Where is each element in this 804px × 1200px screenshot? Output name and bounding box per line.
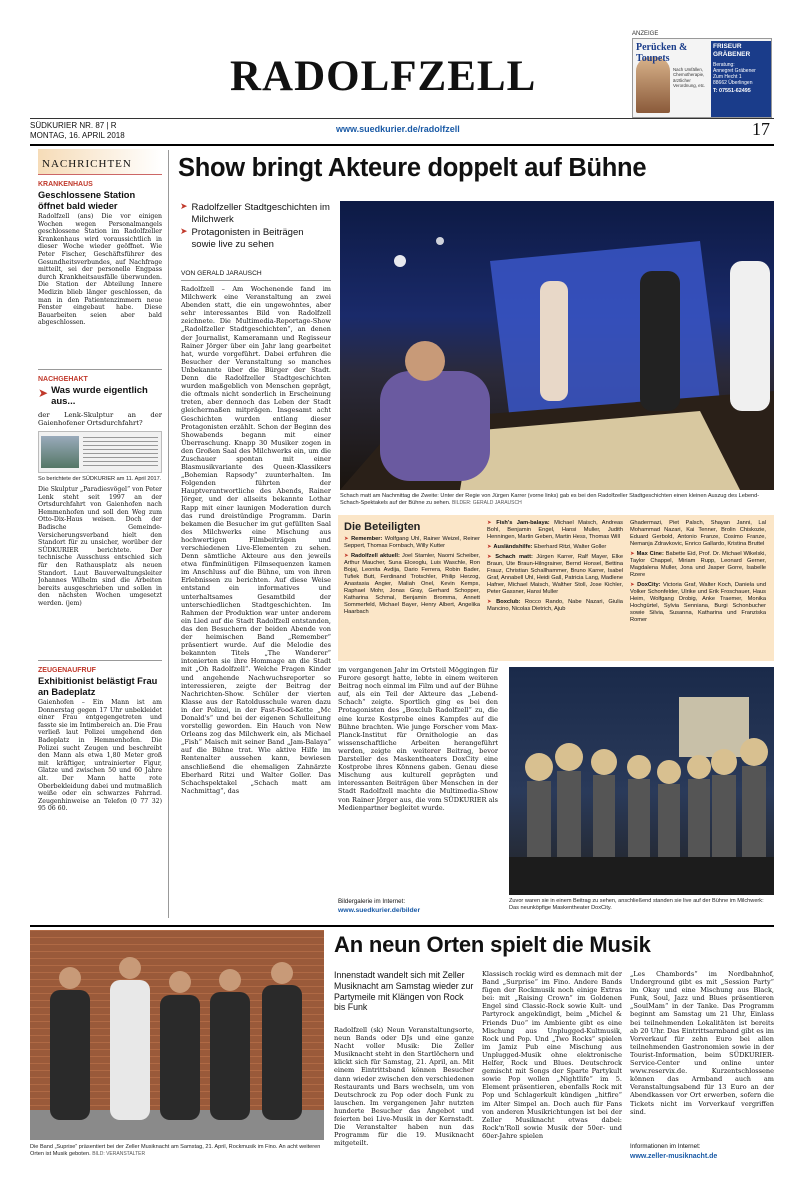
participant-group-names: Babette Eid, Prof. Dr. Michael Wikelski, Taylor Chappel, Miriam Rupp, Leonard Gerner, Magdalena Muller, Jona und Jasper Gorre, Isabelle Rzere [630, 551, 766, 578]
participant-group [630, 520, 766, 548]
news2-clipping [38, 431, 162, 473]
arrow-icon: ➤ [487, 599, 497, 605]
band-members [50, 980, 302, 1120]
participant-group-label: Max Cine: [636, 551, 664, 557]
music-headline[interactable]: An neun Orten spielt die Musik [334, 932, 651, 957]
participant-group-label: DoxCity: [637, 582, 661, 588]
news2-lead: der Lenk-Skulptur an der Gaienhofener Ortsdurchfahrt? [38, 411, 162, 427]
news2-title[interactable]: Was wurde eigentlich aus... [51, 385, 148, 407]
projection-screen [490, 241, 720, 421]
participant-group [487, 544, 623, 551]
caption-text: Die Band „Suprise“ präsentiert bei der Zeller Musiknacht am Samstag, 21. April, Rockmusik im Fino. An acht weiteren Orten ist Musik geboten. [30, 1144, 321, 1157]
separator [38, 369, 162, 370]
lead-photo-masks[interactable] [509, 667, 774, 895]
advertisement[interactable] [632, 38, 772, 118]
stage-light [394, 255, 406, 267]
arrow-icon: ➤ [487, 520, 497, 526]
ad-headline: Perücken & Toupets [636, 42, 688, 64]
music-body-col3: „Les Chambords“ im Nordbahnhof, Underground gibt es mit „Session Party“ im Okay und eine Mischung aus Black, Funk, Soul, Jazz und Blues präsentieren „SoulMam“ in der Tanke. Das Programm beginnt am Samstag um 21 Uhr, Einlass bei teilnehmenden Lokalitäten ist bereits ab 20 Uhr. Das Eintrittsarmband gibt es im Vorverkauf für zehn Euro bei allen teilnehmenden Gastronomien sowie in der Tourist-Information, beim SÜDKURIER-Service-Center und online unter www.reservix.de. Kurzentschlossene können das Armband auch am Veranstaltungsabend für 13 Euro an der Abendkassen vor Ort erwerben, sofern die Tickets nicht im Vorverkauf vergriffen sind. [630, 970, 774, 1116]
box-column [630, 520, 766, 627]
sidebar-header-title: NACHRICHTEN [42, 158, 132, 170]
band-illustration [30, 930, 324, 1140]
participant-group [487, 520, 623, 541]
participant-group-names: Michael Maisch, Andreas Bohl, Benjamin Engel, Hansi Muller, Judith Henningen, Martin Geben, Martin Hess, Thomas Will [487, 520, 623, 540]
column-divider [168, 150, 169, 918]
ad-line: 88662 Überlingen [713, 80, 753, 86]
participant-group-label: Ausländshilfe: [493, 544, 533, 550]
ad-line: Zum Hecht 1 [713, 74, 742, 80]
lead-body-col2: im vergangenen Jahr im Ortsteil Möggingen für Furore gesorgt hatte, lebte in einem weiteren Beitrag noch einmal im Film und auf der Bühne auf, als ein Teil der Akteure das „Lebend-Schach“ zeigte. Sportlich ging es bei den Protagonisten des „Boxclub Radolfzell“ zu, die eine kurze Kostprobe eines Kampfes auf die Bühne brachten. Wie junge Forscher vom Max-Planck-Institut für Ornithologie an das wissenschaftliche Arbeiten herangeführt werden, zeigte ein weiterer Beitrag, bevor Darsteller des Maskentheaters DoxCity eine Kostprobe ihres Könnens gaben. Genau diese Mischung aus kulturell geprägten und interessanten Beiträgen über Menschen in der Stadt Radolfzell machte die Multimedia-Show von Rainer Jörger aus, die vom SÜDKURIER als Medienpartner begleitet wurde. [338, 666, 498, 812]
participant-group-label: Remember: [351, 536, 383, 542]
music-info-label: Informationen im Internet: [630, 1143, 701, 1150]
director-figure [380, 371, 490, 481]
news3-text: Gaienhofen – Ein Mann ist am Donnerstag gegen 17 Uhr unbekleidet einer Frau entgegengetreten und fasste sie im Intimbereich an. Die Frau verließ laut Polizei umgehend den Badeplatz in Hemmenhofen. Die Polizei sucht Zeugen und beschreibt den Mann als etwa 1,80 Meter groß mit kräftiger, untrainierter Figur, Glatze und zwischen 50 und 60 Jahre alt. Der Mann hatte rote Oberbekleidung dabei und mutmaßlich weiße oder ein schwarzes Fahrrad. Zeugenhinweise an Telefon (0 77 32) 95 06 60. [38, 699, 162, 813]
section-rule [30, 925, 774, 927]
lead-photo2-caption: Zuvor waren sie in einem Beitrag zu sehen, anschließend standen sie live auf der Bühne im Milchwerk: Das neunköpfige Maskentheater DoxCity. [509, 898, 764, 911]
news2-title-row [38, 386, 162, 407]
participant-group [344, 536, 480, 550]
news2-text: Die Skulptur „Paradiesvögel“ von Peter Lenk steht seit 1997 an der Ortsdurchfahrt von Gaienhofen nach Hemmenhofen und soll den Weg zum Otto-Dix-Haus weisen. Doch der Badische Gemeinde-Versicherungsverband hielt den Standort für zu unsicher, worüber der SÜDKURIER berichtete. Der technische Ausschuss entschied sich für den Rathausplatz als neuen Standort. Laut Bauverwaltungsleiter Johannes Wilhelm sind die Arbeiten bereits ausgeschrieben und sollen in den nächsten Wochen umgesetzt werden. (jem) [38, 486, 162, 607]
sidebar [38, 149, 162, 919]
news2-kicker: NACHGEHAKT [38, 376, 88, 383]
arrow-icon: ➤ [630, 551, 637, 557]
poster [679, 697, 749, 757]
gallery-label: Bildergalerie im Internet: [338, 898, 406, 905]
participant-group [487, 554, 623, 596]
arrow-icon: ➤ [344, 536, 352, 542]
band-heads [59, 957, 293, 993]
bullet-text: Protagonisten in Beiträgen sowie live zu sehen [191, 227, 304, 250]
participant-group-label: Boxclub: [496, 599, 521, 605]
participant-group [630, 551, 766, 579]
mask-bodies [527, 766, 766, 857]
stage-floor [509, 857, 774, 895]
news3-title[interactable]: Exhibitionist belästigt Frau an Badeplatz [38, 676, 158, 697]
bullet-item [180, 227, 330, 250]
arrow-icon: ➤ [630, 582, 638, 588]
participant-group-names: Rocco Rando, Nabe Nazari, Giulia Mancino, Nicolas Dietrich, Ajub [487, 599, 623, 612]
arrow-icon: ➤ [344, 553, 351, 559]
arrow-icon: ➤ [180, 227, 188, 237]
ad-brand-name: FRISEUR GRÄBENER [713, 43, 751, 58]
news1-text: Radolfzell (ans) Die vor einigen Wochen wegen Personalmangels geschlossene Station im Radolfzeller Krankenhaus wird voraussichtlich in dieser Woche wieder geöffnet. Wie Peter Fischer, Geschäftsführer des Gesundheitsverbundes, auf Nachfrage mitteilt, sei der personelle Engpass durch Krankheitsausfälle überwunden. Die Station der Abteilung Innere Medizin blieb länger geschlossen, da man in den Patientenzimmern neue Fenster eingebaut habe. Diese Bauarbeiten seien aber bald abgeschlossen. [38, 213, 162, 327]
masthead-title: RADOLFZELL [230, 53, 537, 100]
box-title: Die Beteiligten [344, 521, 421, 533]
participant-group-names: Victoria Graf, Walter Koch, Daniela und Volker Schonfelder, Ulrike und Erik Froschauer, Haus Heim, Wolfgang Drobig, Anke Traemer, Monika Hochgürtel, Sylvia Senniana, Burgi Schonbucher sowie Silvia, Susanna, Katharina und Franziska Romer [630, 582, 766, 623]
participant-group-names: Eberhard Ritzi, Walter Goller [534, 544, 607, 550]
lead-body-col1: Radolfzell – Am Wochenende fand im Milchwerk eine Veranstaltung an zwei Abenden statt, die ein ungewohntes, aber sehr interessantes Bild von Radolfzell zeichnete. Die Multimedia-Reportage-Show „Radolfzeller Stadtgeschichten“, an denen der Journalist, Kameramann und Regisseur Rainer Jörger über ein Jahr lang gearbeitet hat, wurde vorgeführt. Dabei erfuhren die Besucher der Veranstaltung so manches Unbekannte über die Bürger der Stadt. Denn die Radolfzeller Stadtgeschichten wurden maßgeblich von Menschen geprägt, die oftmals nicht sonderlich in Erscheinung treten, aber dennoch das Leben der Stadt gleichermaßen mitprägen. Insgesamt acht Geschichten wurden entlang dieser Protagonisten erzählt. Schon der Beginn des Showabends begann mit einer Überraschung. Knapp 30 Musiker zogen in den Großen Saal des Milchwerks ein, um die Zuschauer spontan mit einer Blasmusikvariante des Queen-Klassikers „Bohemian Rapsody“ zuunterhalten. Im Folgenden führten der Hauptverantwortliche des Abends, Rainer Jörger, und der allseits bekannte Lothar Rapp mit einer launigen Moderation durch das rund dreistündige Programm. Darin bekamen die Besucher im gut gefüllten Saal des Milchwerks eine Mischung aus hochwertigen Filmbeiträgen und verschiedenen Live-Elementen zu sehen. Denn sämtliche Akteure aus den jeweils etwa fünfminütigen Filmsequenzen kamen im Anschluss auf die Bühne, um von ihren Erlebnissen zu berichten. Auf diese Weise entstand ein informatives und unterhaltsames Gesamtbild der unterschiedlichen Stadtgeschichten. Im Rahmen der Produktion war unter anderem ein Lied auf die Stadt Radolfzell entstanden, das den Besuchern der beiden Abende von der heimischen Band „Remember“ präsentiert wurde. Auf die Melodie des bekannten Titels „The Wanderer“ intonierten sie ihre Hommage an die Stadt mit „Oh Radolfzell“. Welche Fragen Kinder und angehende Nachwuchsreporter so interessieren, zeigte der Beitrag der Nachrichten-Show. Schüler der vierten Klasse aus der Ratoldusschule waren dazu in der Polizei, in der Fast-Food-Kette „Mc Donald's“ und bei der eigenen Schulleitung vorstellig geworden. Ein Hauch von New Orleans zog das Milchwerk ein, als Michael „Fish“ Maisch mit seiner Band „Jam-Balaya“ auf die Bühne trat. Wie aktive Hilfe im Rentenalter aussehen kann, bewiesen anschließend die ehemaligen Zahnärzte Eberhard Ritzi und Walter Goller. Das Schachspektakel „Schach matt am Nachmittag“, das [181, 285, 331, 795]
participant-group [630, 582, 766, 624]
arrow-icon: ➤ [180, 202, 188, 212]
caption-text: Schach matt am Nachmittag die Zweite: Unter der Regie von Jürgen Karrer (vorne links) gab es bei den Radolfzeller Stadtgeschichten einen kleinen Auszug des Lebend-Schach-Spektakels auf der Bühne zu sehen. [340, 493, 760, 506]
page-number: 17 [752, 119, 770, 139]
participants-box [338, 515, 774, 661]
separator [38, 660, 162, 661]
lead-headline[interactable]: Show bringt Akteure doppelt auf Bühne [178, 154, 647, 182]
box-column [487, 520, 623, 627]
issue-number: SÜDKURIER NR. 87 | R [30, 121, 117, 130]
masks-illustration [509, 667, 774, 895]
participant-group-names: Wolfgang Uhl, Rainer Weizel, Reiner Seppert, Thomas Fornbach, Willy Kutter [344, 536, 480, 549]
byline: VON GERALD JARAUSCH [181, 270, 262, 277]
music-info-link[interactable]: www.zeller-musiknacht.de [630, 1153, 718, 1160]
clipping-lines [83, 437, 158, 467]
gallery-link[interactable]: www.suedkurier.de/bilder [338, 907, 421, 914]
arrow-icon: ➤ [487, 554, 496, 560]
byline-rule [181, 280, 331, 281]
news1-title[interactable]: Geschlossene Station öffnet bald wieder [38, 190, 136, 211]
arrow-icon: ➤ [487, 544, 494, 550]
director-head [405, 341, 445, 381]
news2-clipping-caption: So berichtete der SÜDKURIER am 11. April 2017. [38, 476, 162, 482]
stage-illustration [340, 201, 774, 490]
lead-bullets [180, 202, 330, 250]
participant-group-label: Fish's Jam-balaya: [496, 520, 550, 526]
arrow-icon: ➤ [38, 386, 49, 400]
issue-date: MONTAG, 16. APRIL 2018 [30, 131, 125, 140]
clipping-photo [41, 436, 79, 468]
bullet-text: Radolfzeller Stadtgeschichten im Milchwerk [191, 202, 330, 225]
ad-label: ANZEIGE [632, 31, 659, 37]
band-photo-caption [30, 1144, 324, 1158]
performer-figure [640, 271, 680, 411]
participant-group-names: Joel Stamler, Naomi Scheiber, Arthur Maucher, Suna Elceoglu, Luis Waschle, Ron Bojaj, Leonita Avdija, Dario Ferrera, Robin Bader, Tufiek Butt, Ferdinand Trotschler, Philip Herzog, Anastasia Angier, Maliah Onel, Kevin Kemps, Raphael Mohr, Jonas Gray, Gerhard Schopper, Katharina Schmal, Benjamin Bromma, Annett Sommerfeld, Michael Bayer, Henry Albert, Angelika Haarbach [344, 553, 480, 615]
music-body-col1: Radolfzell (sk) Neun Veranstaltungsorte, neun Bands oder DJs und eine ganze Nacht voller Musik: Die Zeller Musiknacht steht in den Startlöchern und klickt sich für Samstag, 21. April, an. Mit einem Eintrittsband können Besucher dann wieder zwischen den verschiedenen Restaurants und Bars wechseln, um von Deutschrock zu Pop oder doch Funk zu lauschen. Im vergangenen Jahr nutzten hunderte Besucher das Angebot und feierten bei Live-Musik in der Kernstadt. Die Veranstalter haben nun das Programm für die 19. Musiknacht mitgeteilt. [334, 1026, 474, 1148]
ad-line: T: 07551-62495 [713, 88, 751, 94]
participant-group-names: Jürgen Karrer, Ralf Mayer, Elke Braun, Ute Braun-Hilngrainer, Bernd Honsel, Bettina Frauz, Christian Schallhammer, Bruno Karrer, Isabel Graf, Annabell Uhl, Heidi Gall, Patricia Lang, Madlene Hafner, Michael Maisch, Walther Stoll, Jose Kichler, Peter Gassner, Hansi Muller [487, 554, 623, 595]
lead-photo-chess[interactable] [340, 201, 774, 490]
header-rule [30, 144, 774, 146]
participant-group [344, 553, 480, 616]
music-body-col2: Klassisch rockig wird es demnach mit der Band „Surprise“ im Fino. Andere Bands fügen der Rockmusik noch einige Extras bei: mit „Raising Crown“ im Goldenen Engel sind Classic-Rock sowie Kult- und Partyrock angekündigt, beim „Michel & Friends Duo“ im Ambiente gibt es eine Mischung aus Unplugged-Kultmusik, Rock und Pop. Und „Two Rocks“ spielen im Jamiz Pub eine Mischung aus Unplugged-Musik ohne elektronische Helfer, Rock und Blues. Deutschrock gemischt mit Songs der Sparte Partykult sowie Pop wollen „Nightlife“ im 5. Element präsentieren, ebenfalls Rock mit Pop und Schlagerkult kündigen „hitfire“ im Alter Simpel an. Doch auch für Fans von anderen Musikrichtungen ist bei der Zeller Musiknacht etwas dabei: Rock'n'Roll sowie Musik der 50er- und 60er-Jahre spielen [482, 970, 622, 1140]
ad-subtext: Nach Umfällen, Chemotherapie, ärztlicher Verordnung, etc. [673, 67, 706, 89]
performer-figure [730, 261, 770, 411]
news1-kicker: KRANKENHAUS [38, 181, 93, 188]
ad-line: Beratung: [713, 62, 735, 68]
bullet-item [180, 202, 330, 225]
caption-credit: BILDER: GERALD JARAUSCH [451, 500, 522, 506]
caption-credit: BILD: VERANSTALTER [92, 1151, 146, 1157]
box-column [344, 536, 480, 627]
top-rule [30, 118, 774, 119]
stage-light [436, 237, 444, 245]
participant-group-label: Schach matt: [495, 554, 533, 560]
participant-group-label: Radolfzell aktuell: [350, 553, 400, 559]
band-photo[interactable] [30, 930, 324, 1140]
ad-portrait [636, 57, 670, 113]
music-deck: Innenstadt wandelt sich mit Zeller Musiknacht am Samstag wieder zur Partymeile mit Klängen von Rock bis Funk [334, 970, 474, 1013]
sidebar-header [38, 149, 162, 175]
performer-figure [540, 281, 568, 401]
ad-brand [711, 41, 771, 117]
news3-kicker: ZEUGENAUFRUF [38, 667, 96, 674]
lead-photo1-caption [340, 493, 774, 507]
participant-group [487, 599, 623, 613]
ad-line: Annegret Gräbener [713, 68, 756, 74]
website-link[interactable]: www.suedkurier.de/radolfzell [336, 124, 460, 134]
participant-group-names: Ghadermazi, Piet Palsch, Shayan Janni, Lal Mohammad Nazari, Kai Tenner, Brolin Chiskozie, Eduard Gerbold, Antonio Franze, Cosimo Franze, Nemanja Zdravkovic, Enrico Gallardo, Kristina Bruttel [630, 520, 766, 547]
